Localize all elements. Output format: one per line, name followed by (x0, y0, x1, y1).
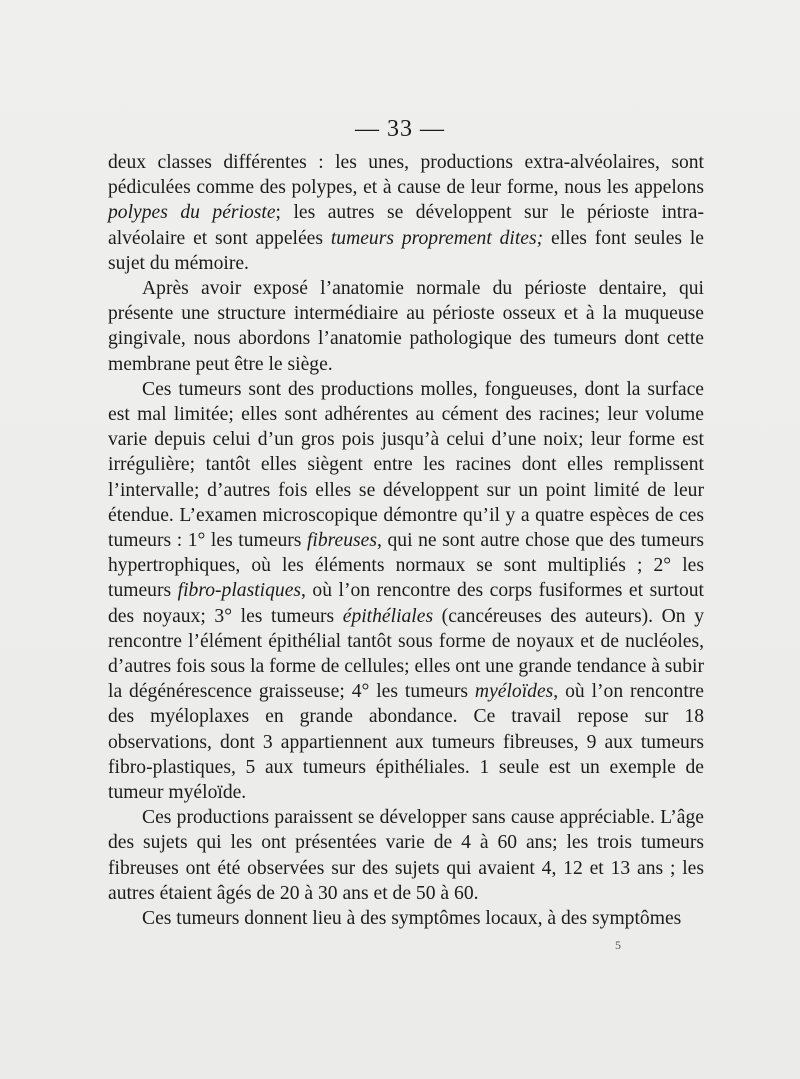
text-run: Ces tumeurs sont des productions molles, fongueuses, dont la surface est mal limitée; elles sont adhérentes au cément des racines; leur volume varie depuis celui d’un gros pois jusqu’à celui d’une noix; leur forme est irrégulière; tantôt elles siègent entre les racines dont elles remplissent l’intervalle; d’autres fois elles se développent sur un point limité de leur étendue. L’examen microscopique démontre qu’il y a quatre espèces de ces tumeurs : 1° les tumeurs (108, 378, 704, 552)
text-run: , où l’on rencontre des corps fusiformes et surtout des noyaux; 3° les tumeurs (108, 580, 704, 627)
text-run: , où l’on rencontre des myéloplaxes en grande abondance. Ce travail repose sur 18 observations, dont 3 appartiennent aux tumeurs fibreuses, 9 aux tumeurs fibro-plastiques, 5 aux tumeurs épithéliales. 1 seule est un exemple de tumeur myéloïde. (108, 681, 704, 804)
italic-text: épithéliales (342, 605, 434, 627)
text-run: (cancéreuses des auteurs). On y rencontre l’élément épithélial tantôt sous forme de noyaux et de nucléoles, d’autres fois sous la forme de cellules; elles ont une grande tendance à subir la dégénérescence graisseuse; 4° les tumeurs (108, 605, 704, 703)
text-run: ; les autres se développent sur le périoste intra-alvéolaire et sont appelées (108, 202, 704, 249)
text-run: Ces productions paraissent se développer sans cause appréciable. L’âge des sujets qui les ont présentées varie de 4 à 60 ans; les trois tumeurs fibreuses ont été observées sur des sujets qui avaient 4, 12 et 13 ans ; les autres étaient âgés de 20 à 30 ans et de 50 à 60. (108, 807, 704, 904)
text-run: Après avoir exposé l’anatomie normale du périoste dentaire, qui présente une structure intermédiaire au périoste osseux et à la muqueuse gingivale, nous abordons l’anatomie pathologique des tumeurs dont cette membrane peut être le siège. (108, 278, 704, 375)
paragraph (108, 805, 704, 906)
italic-text: polypes du périoste (108, 202, 276, 224)
paragraph (108, 150, 704, 276)
text-run: Ces tumeurs donnent lieu à des symptômes locaux, à des symptômes (142, 908, 682, 930)
paragraph (108, 377, 704, 805)
paragraph (108, 906, 704, 931)
text-run: deux classes différentes : les unes, productions extra-alvéolaires, sont pédiculées comme des polypes, et à cause de leur forme, nous les appelons (108, 152, 704, 199)
paragraph (108, 276, 704, 377)
signature-mark: 5 (615, 938, 621, 952)
text-run: , qui ne sont autre chose que des tumeurs hypertrophiques, où les éléments normaux se sont multipliés ; 2° les tumeurs (108, 530, 704, 602)
italic-text: myéloïdes (474, 681, 554, 703)
text-run: elles font seules le sujet du mémoire. (108, 227, 704, 274)
page-number: — 33 — (355, 116, 445, 142)
italic-text: fibreuses (306, 530, 377, 552)
italic-text: fibro-plastiques (177, 580, 302, 602)
body-text (108, 150, 704, 931)
italic-text: tumeurs proprement dites; (330, 227, 544, 249)
